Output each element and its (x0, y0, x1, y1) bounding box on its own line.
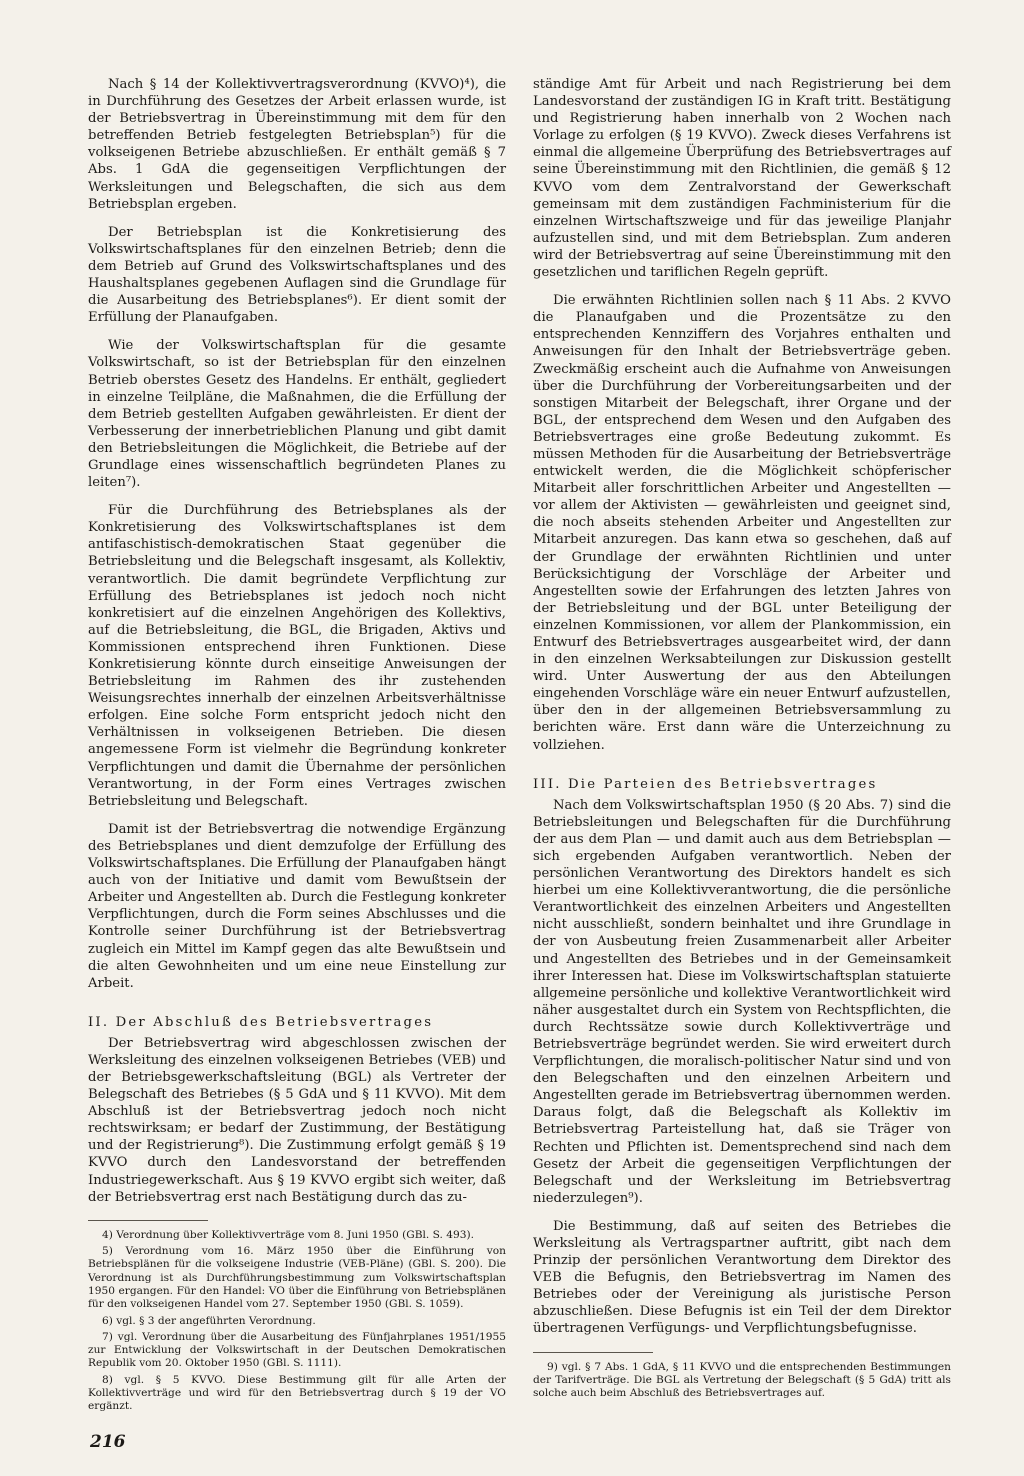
paragraph: Die erwähnten Richtlinien sollen nach § 11 Abs. 2 KVVO die Planaufgaben und die Prozentsätze zu den entsprechenden Kennziffern des Vorjahres enthalten und Anweisungen für den Inhalt der Betriebsverträge geben. Zweckmäßig erscheint auch die Aufnahme von Anweisungen über die Durchführung der Vorbereitungsarbeiten und der sonstigen Mitarbeit der Belegschaft, ihrer Organe und der BGL, der entsprechend dem Wesen und den Aufgaben des Betriebsvertrages eine große Bedeutung zukommt. Es müssen Methoden für die Ausarbeitung der Betriebsverträge entwickelt werden, die die Möglichkeit schöpferischer Mitarbeit aller forschrittlichen Arbeiter und Angestellten — vor allem der Aktivisten — gewährleisten und geeignet sind, die noch abseits stehenden Arbeiter und Angestellten zur Mitarbeit anzuregen. Das kann etwa so geschehen, daß auf der Grundlage der erwähnten Richtlinien und unter Berücksichtigung der Vorschläge der Arbeiter und Angestellten sowie der Erfahrungen des letzten Jahres von der Betriebsleitung und der BGL unter Beteiligung der einzelnen Kommissionen, vor allem der Plankommission, ein Entwurf des Betriebsvertrages ausgearbeitet wird, der dann in den einzelnen Werksabteilungen zur Diskussion gestellt wird. Unter Auswertung der aus den Abteilungen eingehenden Vorschläge wäre ein neuer Entwurf aufzustellen, über den in der allgemeinen Betriebsversammlung zu berichten wäre. Erst dann wäre die Unterzeichnung zu vollziehen. (533, 293, 951, 753)
footnote: 5) Verordnung vom 16. März 1950 über die Einführung von Betriebsplänen für die volkseigene Industrie (VEB-Pläne) (GBl. S. 200). Die Verordnung ist als Durchführungsbestimmung zum Volkswirtschaftsplan 1950 ergangen. Für den Handel: VO über die Einführung von Betriebsplänen für den volkseigenen Handel vom 27. September 1950 (GBl. S. 1059). (88, 1245, 506, 1311)
paragraph: Damit ist der Betriebsvertrag die notwendige Ergänzung des Betriebsplanes und dient demzufolge der Erfüllung des Volkswirtschaftsplanes. Die Erfüllung der Planaufgaben hängt auch von der Initiative und damit vom Bewußtsein der Arbeiter und Angestellten ab. Durch die Festlegung konkreter Verpflichtungen, durch die Form seines Abschlusses und die Kontrolle seiner Durchführung ist der Betriebsvertrag zugleich ein Mittel im Kampf gegen das alte Bewußtsein und die alten Gewohnheiten und um eine neue Einstellung zur Arbeit. (88, 821, 506, 991)
paragraph-continuation: ständige Amt für Arbeit und nach Registrierung bei dem Landesvorstand der zuständigen IG in Kraft tritt. Bestätigung und Registrierung haben innerhalb von 2 Wochen nach Vorlage zu erfolgen (§ 19 KVVO). Zweck dieses Verfahrens ist einmal die allgemeine Überprüfung des Betriebsvertrages auf seine Übereinstimmung mit den Richtlinien, die gemäß § 12 KVVO vom dem Zentralvorstand der Gewerkschaft gemeinsam mit dem zuständigen Fachministerium für die einzelnen Wirtschaftszweige und für das jeweilige Planjahr aufzustellen sind, und mit dem Betriebsplan. Zum anderen wird der Betriebsvertrag auf seine Übereinstimmung mit den gesetzlichen und tariflichen Regeln geprüft. (533, 77, 951, 281)
paragraph: Wie der Volkswirtschaftsplan für die gesamte Volkswirtschaft, so ist der Betriebsplan für den einzelnen Betrieb oberstes Gesetz des Handelns. Er enthält, gegliedert in einzelne Teilpläne, die Maßnahmen, die die Erfüllung der dem Betrieb gestellten Aufgaben gewährleisten. Er dient der Verbesserung der innerbetrieblichen Planung und gibt damit den Betriebsleitungen die Möglichkeit, die Betriebe auf der Grundlage eines wissenschaftlich begründeten Planes zu leiten⁷). (88, 338, 506, 491)
paragraph: Der Betriebsplan ist die Konkretisierung des Volkswirtschaftsplanes für den einzelnen Betrieb; denn die dem Betrieb auf Grund des Volkswirtschaftsplanes und des Haushaltsplanes gegebenen Auflagen sind die Grundlage für die Ausarbeitung des Betriebsplanes⁶). Er dient somit der Erfüllung der Planaufgaben. (88, 224, 506, 326)
paragraph: Die Bestimmung, daß auf seiten des Betriebes die Werksleitung als Vertragspartner auftritt, gibt nach dem Prinzip der persönlichen Verantwortung dem Direktor des VEB die Befugnis, den Betriebsvertrag im Namen des Betriebes oder der Vereinigung als juristische Person abzuschließen. Diese Befugnis ist ein Teil der dem Direktor übertragenen Verfügungs- und Verpflichtungsbefugnisse. (533, 1218, 951, 1337)
right-column (533, 76, 951, 1403)
paragraph: Für die Durchführung des Betriebsplanes als der Konkretisierung des Volkswirtschaftsplanes ist dem antifaschistisch-demokratischen Staat gegenüber die Betriebsleitung und die Belegschaft insgesamt, als Kollektiv, verantwortlich. Die damit begründete Verpflichtung zur Erfüllung des Betriebsplanes ist jedoch noch nicht konkretisiert auf die einzelnen Angehörigen des Kollektivs, auf die Betriebsleitung, die BGL, die Brigaden, Aktivs und Kommissionen entsprechend ihren Funktionen. Diese Konkretisierung könnte durch einseitige Anweisungen der Betriebsleitung im Rahmen des ihr zustehenden Weisungsrechtes innerhalb der einzelnen Arbeitsverhältnisse erfolgen. Eine solche Form entspricht jedoch nicht den Verhältnissen in volkseigenen Betrieben. Die diesen angemessene Form ist vielmehr die Begründung konkreter Verpflichtungen und damit die Übernahme der persönlichen Verantwortung, in der Form eines Vertrages zwischen Betriebsleitung und Belegschaft. (88, 503, 506, 809)
paragraph: Der Betriebsvertrag wird abgeschlossen zwischen der Werksleitung des einzelnen volkseigenen Betriebes (VEB) und der Betriebsgewerkschaftsleitung (BGL) als Vertreter der Belegschaft des Betriebes (§ 5 GdA und § 11 KVVO). Mit dem Abschluß ist der Betriebsvertrag jedoch noch nicht rechtswirksam; er bedarf der Zustimmung, der Bestätigung und der Registrierung⁸). Die Zustimmung erfolgt gemäß § 19 KVVO durch den Landesvorstand der betreffenden Industriegewerkschaft. Aus § 19 KVVO ergibt sich weiter, daß der Betriebsvertrag erst nach Bestätigung durch das zu- (88, 1035, 506, 1205)
footnote: 7) vgl. Verordnung über die Ausarbeitung des Fünfjahrplanes 1951/1955 zur Entwicklung der Volkswirtschaft in der Deutschen Demokratischen Republik vom 20. Oktober 1950 (GBl. S. 1111). (88, 1330, 506, 1370)
footnote: 6) vgl. § 3 der angeführten Verordnung. (102, 1314, 316, 1327)
paragraph: Nach § 14 der Kollektivvertragsverordnung (KVVO)⁴), die in Durchführung des Gesetzes der Arbeit erlassen wurde, ist der Betriebsvertrag in Übereinstimmung mit dem für den betreffenden Betrieb festgelegten Betriebsplan⁵) für die volkseigenen Betriebe abzuschließen. Er enthält gemäß § 7 Abs. 1 GdA die gegenseitigen Verpflichtungen der Werksleitungen und Belegschaften, die sich aus dem Betriebsplan ergeben. (88, 77, 506, 212)
paragraph: Nach dem Volkswirtschaftsplan 1950 (§ 20 Abs. 7) sind die Betriebsleitungen und Belegschaften für die Durchführung der aus dem Plan — und damit auch aus dem Betriebsplan — sich ergebenden Aufgaben verantwortlich. Neben der persönlichen Verantwortung des Direktors handelt es sich hierbei um eine Kollektivverantwortung, die die persönliche Verantwortlichkeit des einzelnen Arbeiters und Angestellten nicht ausschließt, sondern beinhaltet und ihre Grundlage in der von Ausbeutung freien Zusammenarbeit aller Arbeiter und Angestellten des Betriebes und in der Gemeinsamkeit ihrer Interessen hat. Diese im Volkswirtschaftsplan statuierte allgemeine persönliche und kollektive Verantwortlichkeit wird näher ausgestaltet durch ein System von Rechtspflichten, die durch Rechtssätze sowie durch Kollektivverträge und Betriebsverträge begründet werden. Sie wird erweitert durch Verpflichtungen, die moralisch-politischer Natur sind und von den Belegschaften und den einzelnen Arbeitern und Angestellten gerade im Betriebsvertrag übernommen werden. Daraus folgt, daß die Belegschaft als Kollektiv im Betriebsvertrag Parteistellung hat, daß sie Träger von Rechten und Pflichten ist. Dementsprechend sind nach dem Gesetz der Arbeit die gegenseitigen Verpflichtungen der Belegschaft und der Werksleitung im Betriebsvertrag niederzulegen⁹). (533, 797, 951, 1206)
footnote: 9) vgl. § 7 Abs. 1 GdA, § 11 KVVO und die entsprechenden Bestimmungen der Tarifverträge. Die BGL als Vertretung der Belegschaft (§ 5 GdA) tritt als solche auch beim Abschluß des Betriebsvertrages auf. (533, 1360, 951, 1400)
left-column (88, 76, 506, 1417)
footnote: 4) Verordnung über Kollektivverträge vom 8. Juni 1950 (GBl. S. 493). (102, 1228, 474, 1241)
footnote-divider (533, 1352, 653, 1353)
footnote: 8) vgl. § 5 KVVO. Diese Bestimmung gilt für alle Arten der Kollektivverträge und wird für den Betriebsvertrag durch § 19 der VO ergänzt. (88, 1373, 506, 1413)
section-heading-iii: III. Die Parteien des Betriebsvertrages (533, 776, 878, 792)
section-heading-ii: II. Der Abschluß des Betriebsvertrages (88, 1014, 434, 1030)
footnote-divider (88, 1220, 208, 1221)
page-number: 216 (90, 1432, 126, 1452)
